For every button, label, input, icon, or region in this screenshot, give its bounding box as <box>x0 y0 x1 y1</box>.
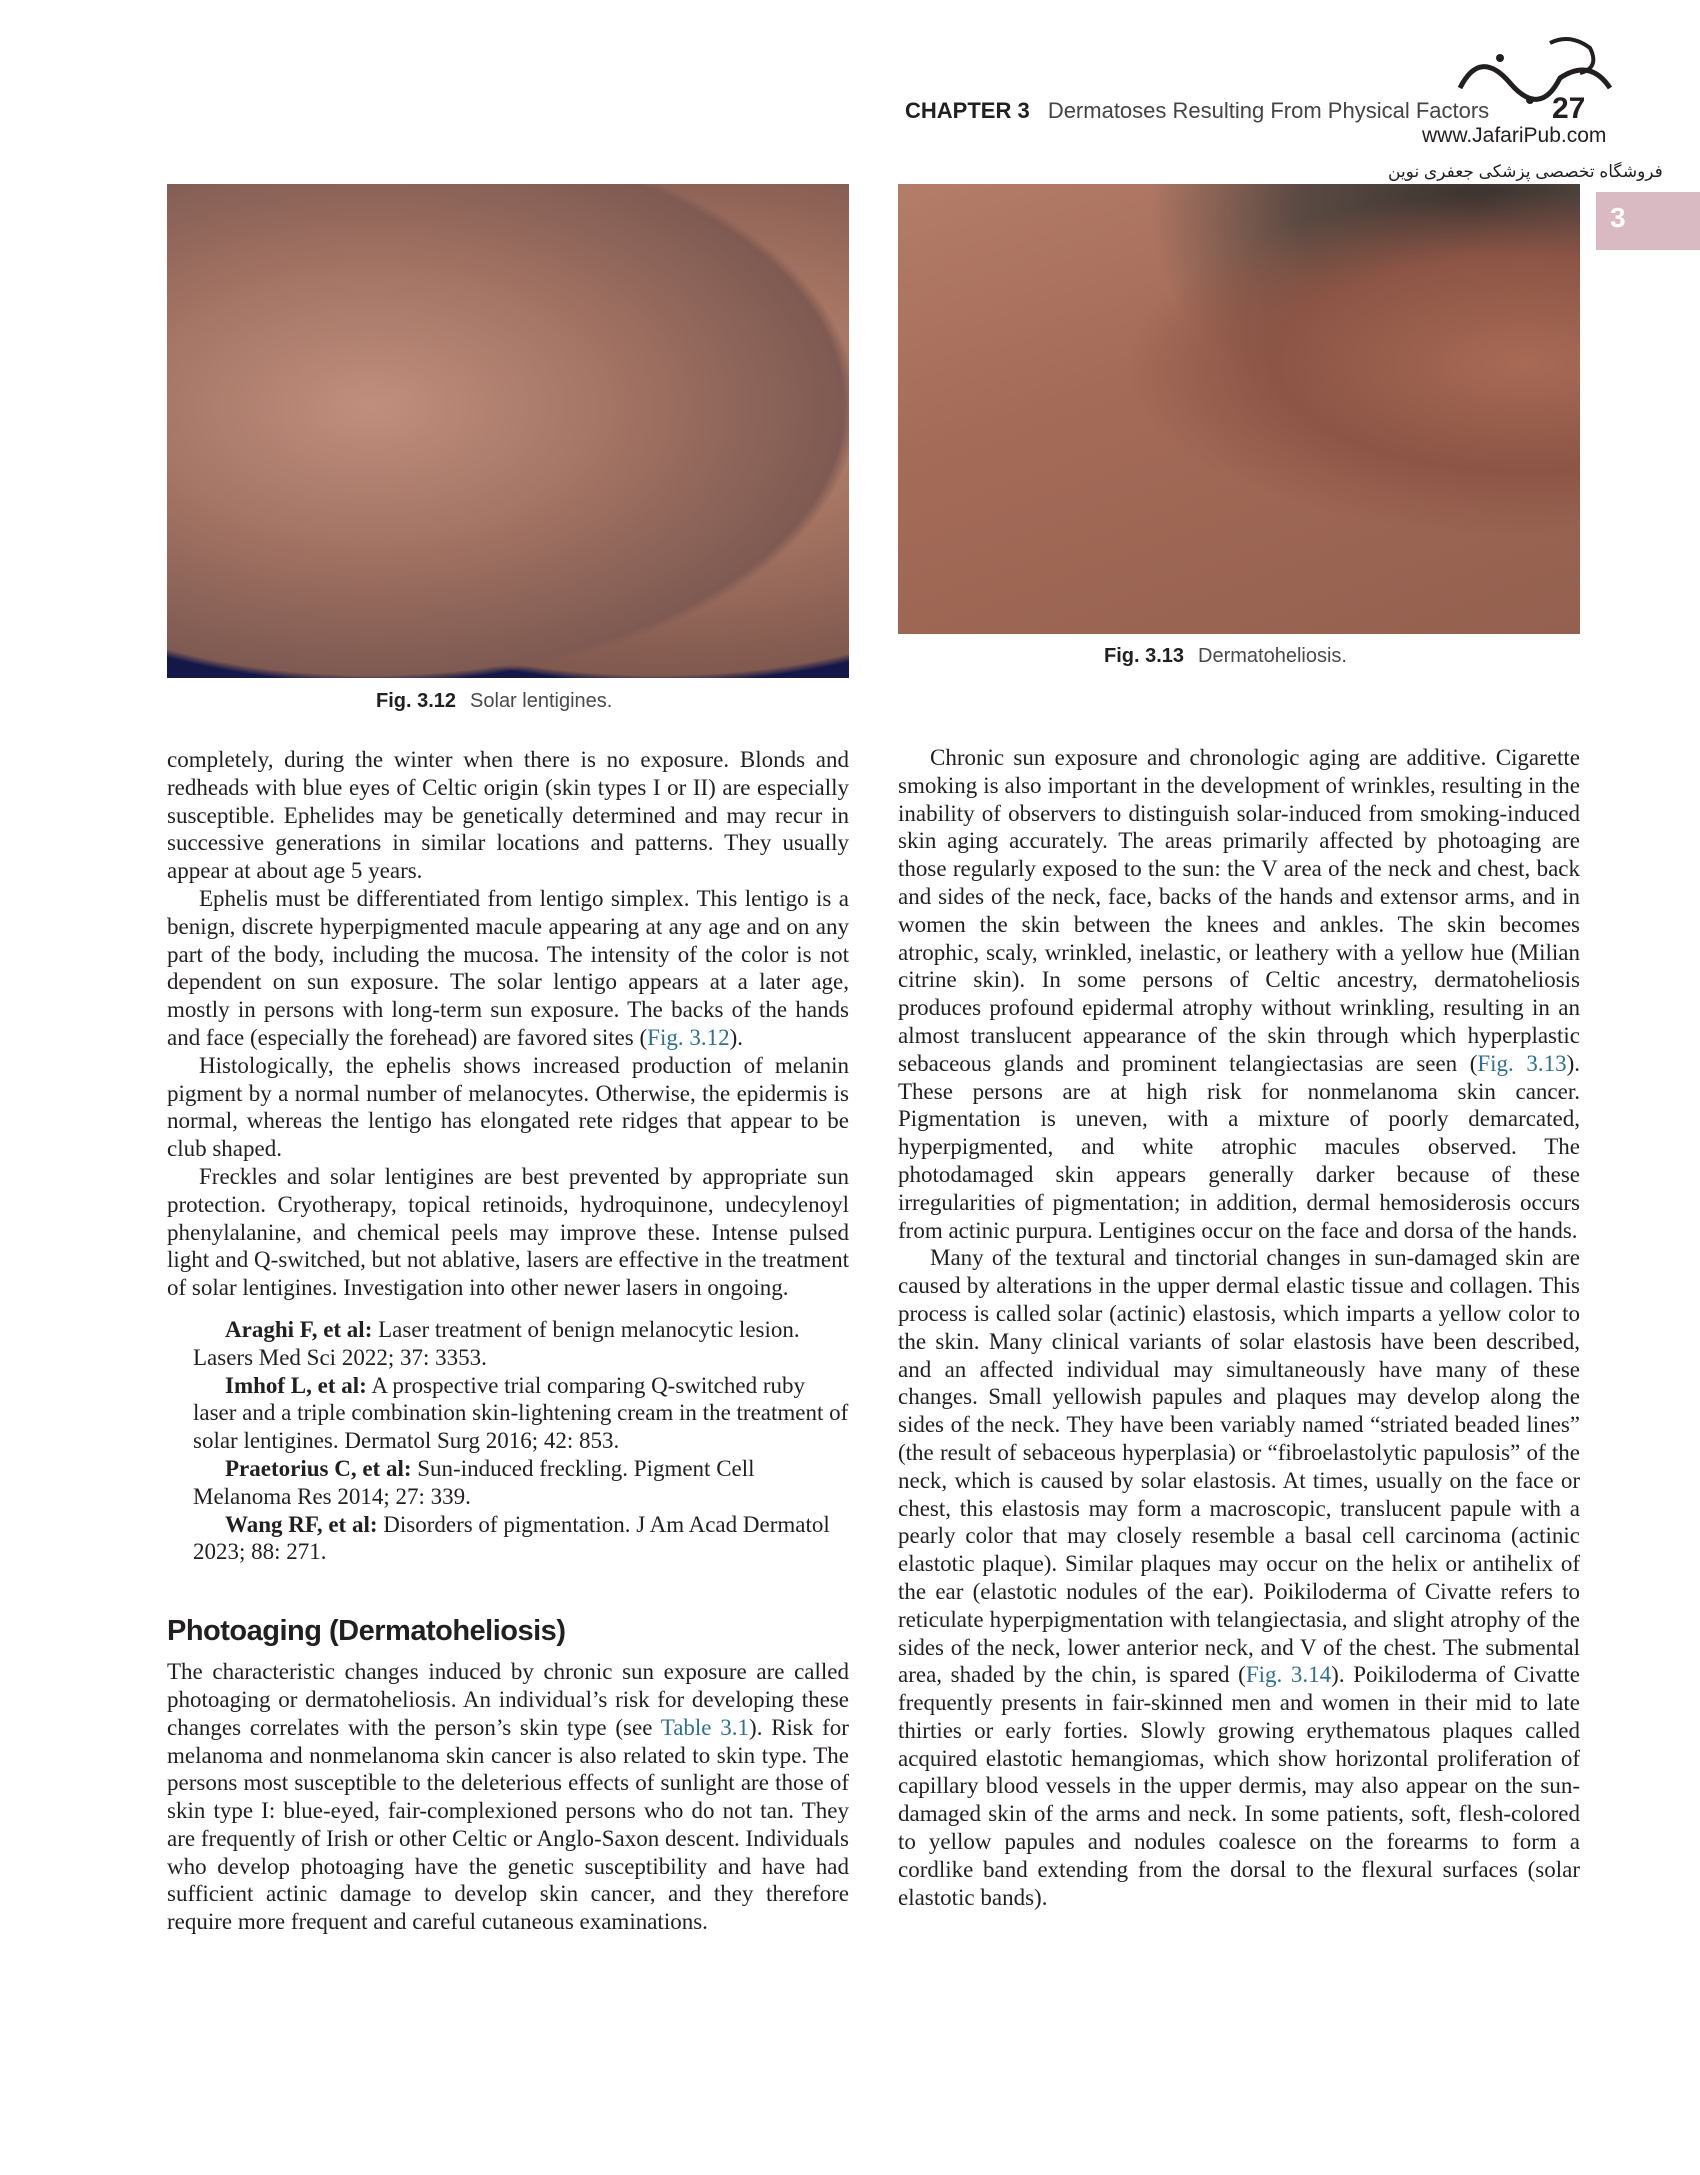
figure-caption-text: Solar lentigines. <box>470 690 613 712</box>
paragraph: Chronic sun exposure and chronologic aging are additive. Cigarette smoking is also important in the development of wrinkles, resulting in the inability of observers to distinguish solar-induced from smoking-induced skin aging accurately. The areas primarily affected by photoaging are those regularly exposed to the sun: the V area of the neck and chest, back and sides of the neck, face, backs of the hands and extensor arms, and in women the skin between the knees and ankles. The skin becomes atrophic, scaly, wrinkled, inelastic, or leathery with a yellow hue (Milian citrine skin). In some persons of Celtic ancestry, dermatoheliosis produces profound epidermal atrophy without wrinkling, resulting in an almost translucent appearance of the skin through which hyperplastic sebaceous glands and prominent telangiectasias are seen (Fig. 3.13). These persons are at high risk for nonmelanoma skin cancer. Pigmentation is uneven, with a mixture of poorly demarcated, hyperpigmented, and white atrophic macules observed. The photodamaged skin appears generally darker because of these irregularities of pigmentation; in addition, dermal hemosiderosis occurs from actinic purpura. Lentigines occur on the face and dorsa of the hands. <box>898 745 1580 1243</box>
publisher-logo-icon <box>1440 28 1640 118</box>
figure-3-12-photo <box>167 184 849 678</box>
figure-caption-text: Dermatoheliosis. <box>1198 645 1347 667</box>
figure-label: Fig. 3.13 <box>1104 645 1185 667</box>
figure-3-12-caption <box>376 690 612 713</box>
paragraph: The characteristic changes induced by chronic sun exposure are called photoaging or dermatoheliosis. An individual’s risk for developing these changes correlates with the person’s skin type (see Table 3.1). Risk for melanoma and nonmelanoma skin cancer is also related to skin type. The persons most susceptible to the deleterious effects of sunlight are those of skin type I: blue-eyed, fair-complexioned persons who do not tan. They are frequently of Irish or other Celtic or Anglo-Saxon descent. Individuals who develop photoaging have the genetic susceptibility and have had sufficient actinic damage to develop skin cancer, and they therefore require more frequent and careful cutaneous examinations. <box>167 1659 849 1935</box>
reference-item: Praetorius C, et al: Sun-induced freckling. Pigment Cell Melanoma Res 2014; 27: 339. <box>193 1455 755 1509</box>
paragraph: Freckles and solar lentigines are best prevented by appropriate sun protection. Cryotherapy, topical retinoids, hydroquinone, undecylenoyl phenylalanine, and chemical peels may improve these. Intense pulsed light and Q-switched, but not ablative, lasers are effective in the treatment of solar lentigines. Investigation into other newer lasers in ongoing. <box>167 1163 849 1301</box>
figure-3-13-caption <box>1104 645 1347 668</box>
chapter-thumb-tab <box>1596 192 1700 250</box>
chapter-title: Dermatoses Resulting From Physical Factors <box>1047 98 1490 123</box>
paragraph: completely, during the winter when there is no exposure. Blonds and redheads with blue eyes of Celtic origin (skin types I or II) are especially susceptible. Ephelides may be genetically determined and may recur in successive generations in similar locations and patterns. They usually appear at about age 5 years. <box>167 747 849 884</box>
reference-item: Araghi F, et al: Laser treatment of benign melanocytic lesion. Lasers Med Sci 2022; 37: 3353. <box>193 1316 800 1370</box>
left-text-column <box>167 746 849 1936</box>
right-text-column <box>898 744 1580 1911</box>
page-number: 27 <box>1552 92 1586 125</box>
chapter-tab-number: 3 <box>1610 202 1626 233</box>
paragraph: Histologically, the ephelis shows increased production of melanin pigment by a normal number of melanocytes. Otherwise, the epidermis is normal, whereas the lentigo has elongated rete ridges that appear to be club shaped. <box>167 1052 849 1162</box>
figure-3-13-photo <box>898 184 1580 634</box>
paragraph: Many of the textural and tinctorial changes in sun-damaged skin are caused by alterations in the upper dermal elastic tissue and collagen. This process is called solar (actinic) elastosis, which imparts a yellow color to the skin. Many clinical variants of solar elastosis have been described, and an affected individual may simultaneously have many of these changes. Small yellowish papules and plaques may develop along the sides of the neck. They have been variably named “striated beaded lines” (the result of sebaceous hyperplasia) or “fibroelastolytic papulosis” of the neck, which is caused by solar elastosis. At times, usually on the face or chest, this elastosis may form a macroscopic, translucent papule with a pearly color that may closely resemble a basal cell carcinoma (actinic elastotic plaque). Similar plaques may occur on the helix or antihelix of the ear (elastotic nodules of the ear). Poikiloderma of Civatte refers to reticulate hyperpigmentation with telangiectasia, and slight atrophy of the sides of the neck, lower anterior neck, and V of the chest. The submental area, shaded by the chin, is spared (Fig. 3.14). Poikiloderma of Civatte frequently presents in fair-skinned men and women in their mid to late thirties or early forties. Slowly growing erythematous plaques called acquired elastotic hemangiomas, which show horizontal proliferation of capillary blood vessels in the upper dermis, may also appear on the sun-damaged skin of the arms and neck. In some patients, soft, flesh-colored to yellow papules and nodules coalesce on the forearms to form a cordlike band extending from the dorsal to the flexural surfaces (solar elastotic bands). <box>898 1245 1580 1910</box>
figure-link[interactable]: Fig. 3.13 <box>1477 1050 1567 1076</box>
running-head <box>905 98 1489 124</box>
table-link[interactable]: Table 3.1 <box>660 1714 750 1740</box>
reference-item: Wang RF, et al: Disorders of pigmentation. J Am Acad Dermatol 2023; 88: 271. <box>193 1511 830 1565</box>
figure-label: Fig. 3.12 <box>376 690 457 712</box>
paragraph: Ephelis must be differentiated from lentigo simplex. This lentigo is a benign, discrete hyperpigmented macule appearing at any age and on any part of the body, including the mucosa. The intensity of the color is not dependent on sun exposure. The solar lentigo appears at a later age, mostly in persons with long-term sun exposure. The backs of the hands and face (especially the forehead) are favored sites (Fig. 3.12). <box>167 885 849 1050</box>
figure-link[interactable]: Fig. 3.14 <box>1245 1662 1332 1688</box>
reference-list <box>167 1316 849 1566</box>
figure-link[interactable]: Fig. 3.12 <box>647 1024 730 1050</box>
publisher-url: www.JafariPub.com <box>1422 124 1607 147</box>
section-heading: Photoaging (Dermatoheliosis) <box>167 1615 566 1648</box>
publisher-tagline: فروشگاه تخصصی پزشکی جعفری نوین <box>1388 162 1663 181</box>
reference-item: Imhof L, et al: A prospective trial comparing Q-switched ruby laser and a triple combination skin-lightening cream in the treatment of solar lentigines. Dermatol Surg 2016; 42: 853. <box>193 1372 849 1454</box>
chapter-label: CHAPTER 3 <box>905 98 1030 123</box>
